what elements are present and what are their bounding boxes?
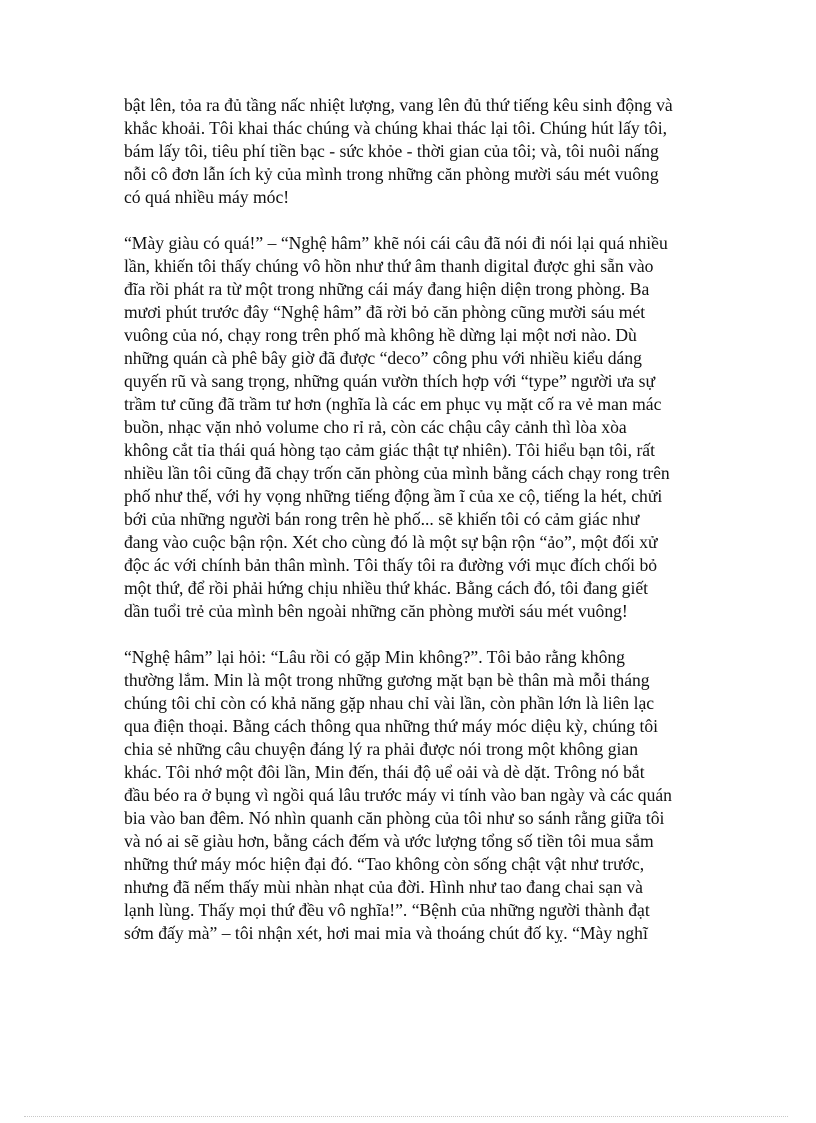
text-line: bia vào ban đêm. Nó nhìn quanh căn phòng của tôi như so sánh rằng giữa tôi bbox=[124, 808, 665, 828]
page-bottom-divider bbox=[24, 1116, 788, 1117]
text-line: vuông của nó, chạy rong trên phố mà không hề dừng lại một nơi nào. Dù bbox=[124, 325, 637, 345]
text-line: nhiều lần tôi cũng đã chạy trốn căn phòng của mình bằng cách chạy rong trên bbox=[124, 463, 670, 483]
text-line: đĩa rồi phát ra từ một trong những cái máy đang hiện diện trong phòng. Ba bbox=[124, 279, 650, 299]
text-line: “Mày giàu có quá!” – “Nghệ hâm” khẽ nói cái câu đã nói đi nói lại quá nhiều bbox=[124, 233, 668, 253]
text-line: những quán cà phê bây giờ đã được “deco” công phu với nhiều kiểu dáng bbox=[124, 348, 642, 368]
text-line: bật lên, tỏa ra đủ tầng nấc nhiệt lượng, vang lên đủ thứ tiếng kêu sinh động và bbox=[124, 95, 673, 115]
text-line: bám lấy tôi, tiêu phí tiền bạc - sức khỏe - thời gian của tôi; và, tôi nuôi nấng bbox=[124, 141, 659, 161]
text-line: trầm tư cũng đã trầm tư hơn (nghĩa là các em phục vụ mặt cố ra vẻ man mác bbox=[124, 394, 662, 414]
text-line: chia sẻ những câu chuyện đáng lý ra phải được nói trong một không gian bbox=[124, 739, 639, 759]
text-line: nhưng đã nếm thấy mùi nhàn nhạt của đời. Hình như tao đang chai sạn và bbox=[124, 877, 643, 897]
text-line: đầu béo ra ở bụng vì ngồi quá lâu trước máy vi tính vào ban ngày và các quán bbox=[124, 785, 672, 805]
text-line: bới của những người bán rong trên hè phố... sẽ khiến tôi có cảm giác như bbox=[124, 509, 640, 529]
text-line: sớm đấy mà” – tôi nhận xét, hơi mai mỉa và thoáng chút đố kỵ. “Mày nghĩ bbox=[124, 923, 648, 943]
text-line: lần, khiến tôi thấy chúng vô hồn như thứ âm thanh digital được ghi sẵn vào bbox=[124, 256, 654, 276]
document-body bbox=[124, 94, 718, 968]
text-line: mươi phút trước đây “Nghệ hâm” đã rời bỏ căn phòng cũng mười sáu mét bbox=[124, 302, 646, 322]
text-line: khắc khoải. Tôi khai thác chúng và chúng khai thác lại tôi. Chúng hút lấy tôi, bbox=[124, 118, 668, 138]
text-line: thường lắm. Min là một trong những gương mặt bạn bè thân mà mỗi tháng bbox=[124, 670, 650, 690]
text-line: một thứ, để rồi phải hứng chịu nhiều thứ khác. Bằng cách đó, tôi đang giết bbox=[124, 578, 649, 598]
text-line: phố như thế, với hy vọng những tiếng động ầm ĩ của xe cộ, tiếng la hét, chửi bbox=[124, 486, 663, 506]
text-line: buồn, nhạc vặn nhỏ volume cho rỉ rả, còn các chậu cây cảnh thì lòa xòa bbox=[124, 417, 627, 437]
text-line: những thứ máy móc hiện đại đó. “Tao không còn sống chật vật như trước, bbox=[124, 854, 645, 874]
text-line: và nó ai sẽ giàu hơn, bằng cách đếm và ước lượng tổng số tiền tôi mua sắm bbox=[124, 831, 654, 851]
text-line: đang vào cuộc bận rộn. Xét cho cùng đó là một sự bận rộn “ảo”, một đối xử bbox=[124, 532, 658, 552]
text-line: không cắt tỉa thái quá hòng tạo cảm giác thật tự nhiên). Tôi hiểu bạn tôi, rất bbox=[124, 440, 656, 460]
text-line: quyến rũ và sang trọng, những quán vườn thích hợp với “type” người ưa sự bbox=[124, 371, 655, 391]
paragraph-3 bbox=[124, 646, 718, 945]
text-line: lạnh lùng. Thấy mọi thứ đều vô nghĩa!”. “Bệnh của những người thành đạt bbox=[124, 900, 650, 920]
paragraph-2 bbox=[124, 232, 718, 623]
text-line: khác. Tôi nhớ một đôi lần, Min đến, thái độ uể oải và dè dặt. Trông nó bắt bbox=[124, 762, 645, 782]
text-line: chúng tôi chỉ còn có khả năng gặp nhau chỉ vài lần, còn phần lớn là liên lạc bbox=[124, 693, 655, 713]
text-line: qua điện thoại. Bằng cách thông qua những thứ máy móc diệu kỳ, chúng tôi bbox=[124, 716, 659, 736]
text-line: “Nghệ hâm” lại hỏi: “Lâu rồi có gặp Min không?”. Tôi bảo rằng không bbox=[124, 647, 625, 667]
text-line: độc ác với chính bản thân mình. Tôi thấy tôi ra đường với mục đích chối bỏ bbox=[124, 555, 658, 575]
text-line: có quá nhiều máy móc! bbox=[124, 187, 290, 207]
text-line: dần tuổi trẻ của mình bên ngoài những căn phòng mười sáu mét vuông! bbox=[124, 601, 628, 621]
text-line: nỗi cô đơn lẫn ích kỷ của mình trong những căn phòng mười sáu mét vuông bbox=[124, 164, 659, 184]
paragraph-1 bbox=[124, 94, 718, 209]
